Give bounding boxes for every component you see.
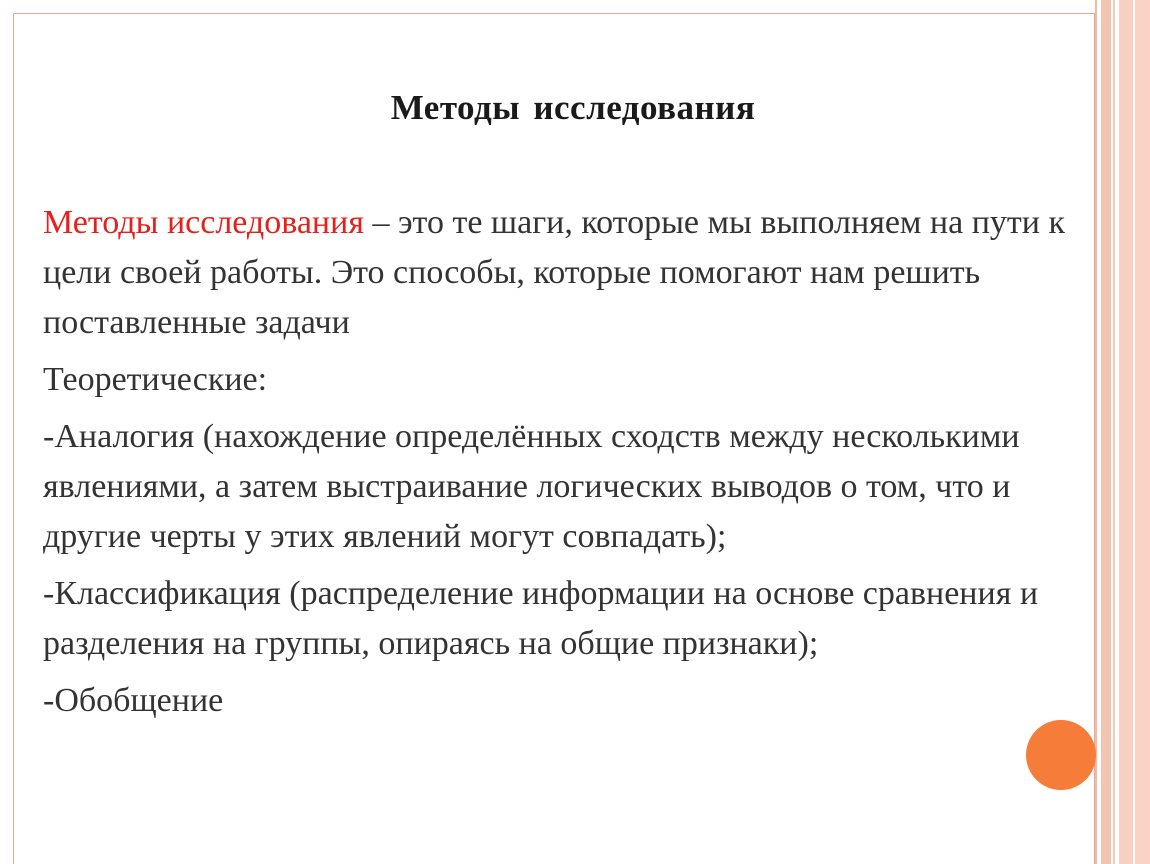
- slide-body: [43, 198, 1093, 733]
- stripe: [1095, 0, 1097, 864]
- decorative-stripes: [1095, 0, 1150, 864]
- list-item-generalization: -Обобщение: [43, 682, 224, 719]
- stripe: [1135, 0, 1150, 864]
- stripe: [1101, 0, 1111, 864]
- list-item-analogy: -Аналогия (нахождение определённых сходств между несколькими явлениями, а затем выстраивание логических выводов о том, что и другие черты у этих явлений могут совпадать);: [43, 418, 1020, 555]
- slide-title: Методы исследования: [390, 88, 756, 127]
- decorative-circle: [1026, 720, 1096, 790]
- definition-term: Методы исследования: [43, 204, 364, 241]
- list-item-classification: -Классификация (распределение информации на основе сравнения и разделения на группы, опираясь на общие признаки);: [43, 575, 1039, 662]
- stripe: [1119, 0, 1133, 864]
- definition-text: – это те шаги, которые мы выполняем на пути к цели своей работы. Это способы, которые помогают нам решить поставленные задачи: [43, 204, 1065, 341]
- definition-paragraph: [43, 198, 1093, 348]
- section-label: Теоретические:: [43, 361, 268, 398]
- stripe: [1113, 0, 1115, 864]
